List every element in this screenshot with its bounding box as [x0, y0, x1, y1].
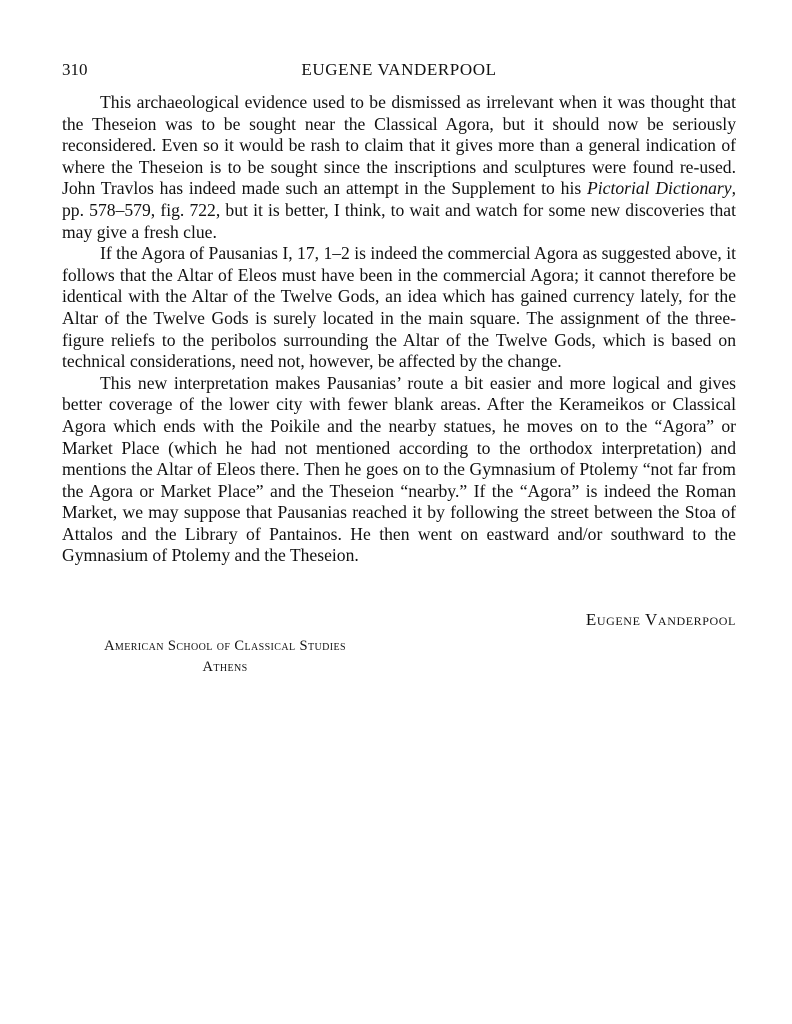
page-number: 310 — [62, 60, 88, 79]
journal-page — [62, 0, 736, 1024]
running-head — [62, 60, 736, 82]
book-title-italic: Pictorial Dictionary — [587, 178, 732, 199]
paragraph-1-text-start: This archaeological evidence used to be dismissed as irrelevant when it was thought that the Theseion was to be sought near the Classical Agora, but it should now be seriously reconsidered. Even so it would be rash to claim that it gives more than a general indication of where the Theseion is to be sought since the inscriptions and sculptures were found re-used. John Travlos has indeed made such an attempt in the Supplement to his — [62, 92, 736, 199]
running-head-title: EUGENE VANDERPOOL — [301, 60, 497, 79]
paragraph-1-text-end: , pp. 578–579, fig. 722, but it is better, I think, to wait and watch for some new discoveries that may give a fresh clue. — [62, 178, 736, 242]
paragraph-2: If the Agora of Pausanias I, 17, 1–2 is indeed the commercial Agora as suggested above, it follows that the Altar of Eleos must have been in the commercial Agora; it cannot therefore be identical with the Altar of the Twelve Gods, an idea which has gained currency lately, for the Altar of the Twelve Gods is surely located in the main square. The assignment of the three-figure reliefs to the peribolos surrounding the Altar of the Twelve Gods, which is based on technical considerations, need not, however, be affected by the change. — [62, 243, 736, 372]
author-signature: Eugene Vanderpool — [585, 610, 736, 629]
paragraph-1 — [62, 92, 736, 243]
article-body — [62, 92, 736, 567]
affiliation-city: Athens — [202, 659, 248, 675]
affiliation-institution: American School of Classical Studies — [104, 638, 346, 654]
paragraph-3: This new interpretation makes Pausanias’ route a bit easier and more logical and gives better coverage of the lower city with fewer blank areas. After the Kerameikos or Classical Agora which ends with the Poikile and the nearby statues, he moves on to the “Agora” or Market Place (which he had not mentioned according to the orthodox interpretation) and mentions the Altar of Eleos there. Then he goes on to the Gymnasium of Ptolemy “not far from the Agora or Market Place” and the Theseion “nearby.” If the “Agora” is indeed the Roman Market, we may suppose that Pausanias reached it by following the street between the Stoa of Attalos and the Library of Pantainos. He then went on eastward and/or southward to the Gymnasium of Ptolemy and the Theseion. — [62, 372, 736, 566]
author-affiliation — [94, 636, 356, 678]
